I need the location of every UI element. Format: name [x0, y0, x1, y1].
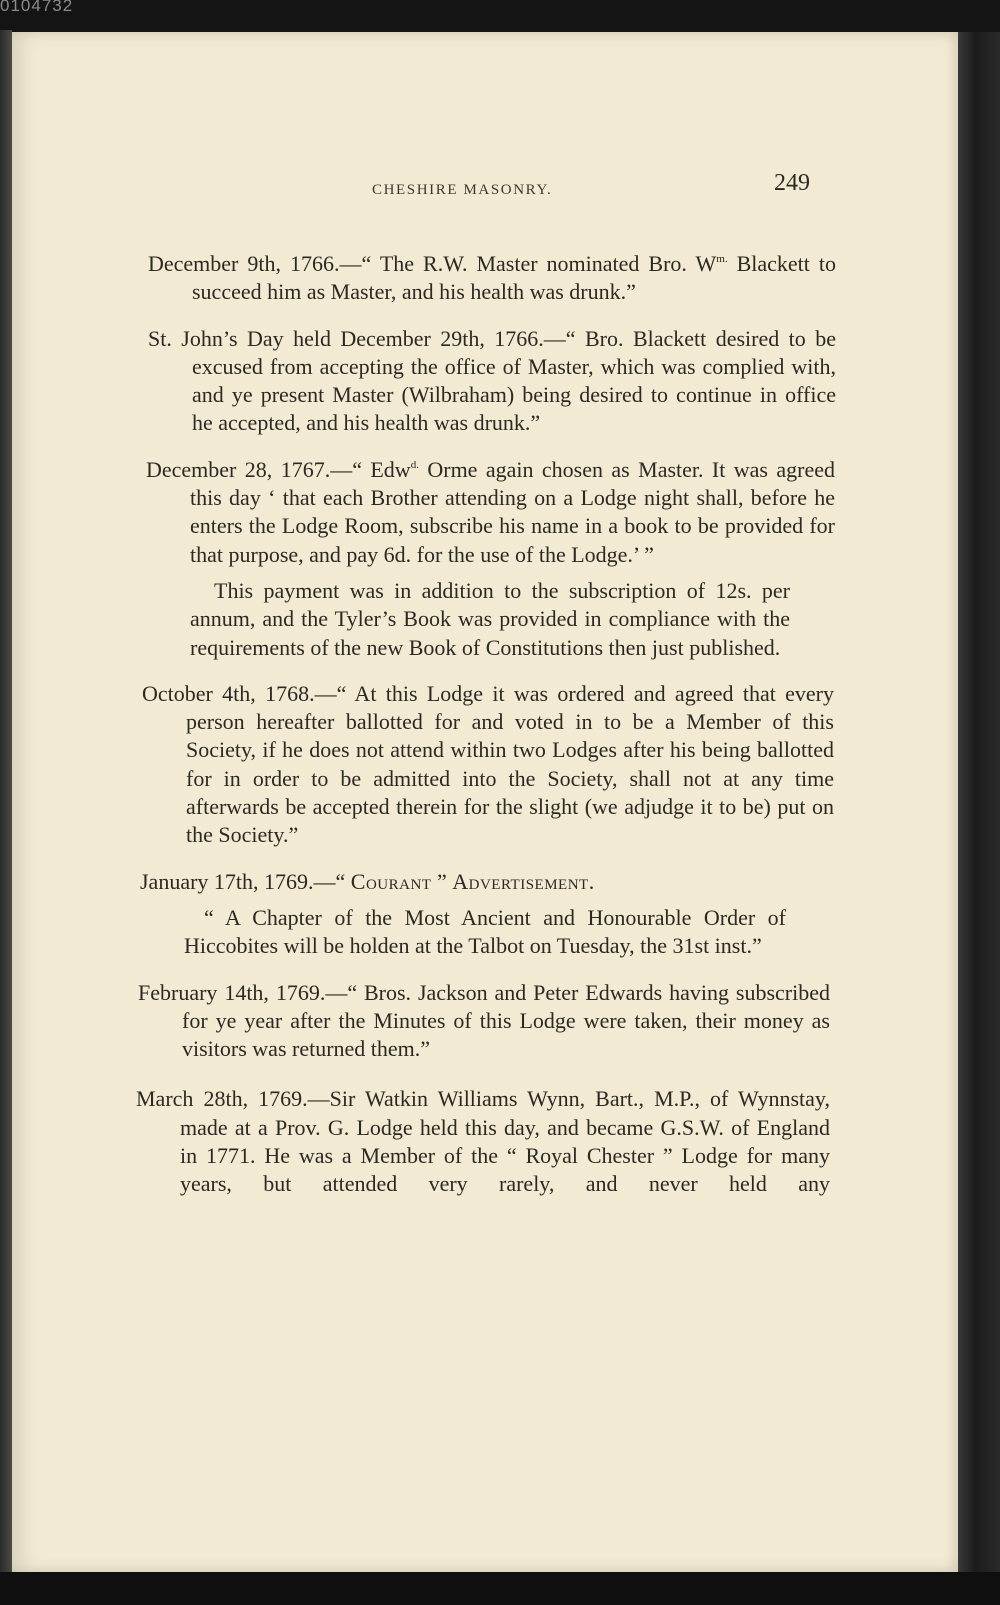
- entry-text: December 9th, 1766.—“ The R.W. Master nominated Bro. W: [148, 251, 717, 276]
- bottom-border: [0, 1572, 1000, 1605]
- entry-text: January 17th, 1769.—“: [140, 868, 351, 894]
- editorial-note-1767: This payment was in addition to the subscription of 12s. per annum, and the Tyler’s Book was provided in compliance with the requirements of the new Book of Constitutions then just published.: [190, 577, 790, 660]
- entry-mar-1769: March 28th, 1769.—Sir Watkin Williams Wynn, Bart., M.P., of Wynnstay, made at a Prov. G. Lodge held this day, and became G.S.W. of England in 1771. He was a Member of the “ Royal Chester ” Lodge for many years, but attended very rarely, and never held any: [136, 1086, 830, 1197]
- advertisement-quote: “ A Chapter of the Most Ancient and Honourable Order of Hiccobites will be holden at the Talbot on Tuesday, the 31st inst.”: [184, 904, 786, 959]
- running-title: CHESHIRE MASONRY.: [372, 182, 553, 198]
- entry-text: Orme again chosen as Master. It was agreed this day ‘ that each Brother attending on a Lodge night shall, before he enters the Lodge Room, subscribe his name in a book to be provided for that purpose, and pay 6d. for the use of the Lodge.’ ”: [190, 456, 835, 567]
- entry-text: ”: [431, 868, 453, 894]
- page-header: [12, 170, 958, 210]
- page-number: 249: [774, 170, 810, 196]
- entry-st-johns-day-1766: St. John’s Day held December 29th, 1766.—“ Bro. Blackett desired to be excused from accepting the office of Master, which was complied with, and ye present Master (Wilbraham) being desired to continue in office he accepted, and his health was drunk.”: [148, 325, 836, 436]
- abbrev-sup: m.: [716, 253, 728, 265]
- right-page-edge: [958, 32, 1000, 1572]
- abbrev-sup: d.: [410, 458, 419, 471]
- book-page: [12, 32, 958, 1572]
- entry-dec-1767: [146, 456, 835, 569]
- entry-feb-1769: February 14th, 1769.—“ Bros. Jackson and Peter Edwards having subscribed for ye year after the Minutes of this Lodge were taken, their money as visitors was returned them.”: [138, 979, 830, 1062]
- entry-oct-1768: October 4th, 1768.—“ At this Lodge it was ordered and agreed that every person hereafter ballotted for and voted in to be a Member of this Society, if he does not attend within two Lodges after his being ballotted for in order to be admitted into the Society, shall not at any time afterwards be accepted therein for the slight (we adjudge it to be) put on the Society.”: [142, 680, 834, 848]
- entry-dec-1766: [148, 250, 836, 307]
- entry-text: December 28, 1767.—“ Edw: [146, 456, 411, 482]
- entry-text: Blackett to succeed him as Master, and his health was drunk.”: [192, 251, 837, 305]
- scan-id: 0104732: [0, 0, 74, 15]
- advertisement-label: Advertisement.: [452, 868, 595, 894]
- left-page-edge: [0, 30, 12, 1575]
- page-body: [12, 250, 958, 1199]
- courant-label: Courant: [350, 868, 432, 894]
- entry-jan-1769: [140, 868, 832, 896]
